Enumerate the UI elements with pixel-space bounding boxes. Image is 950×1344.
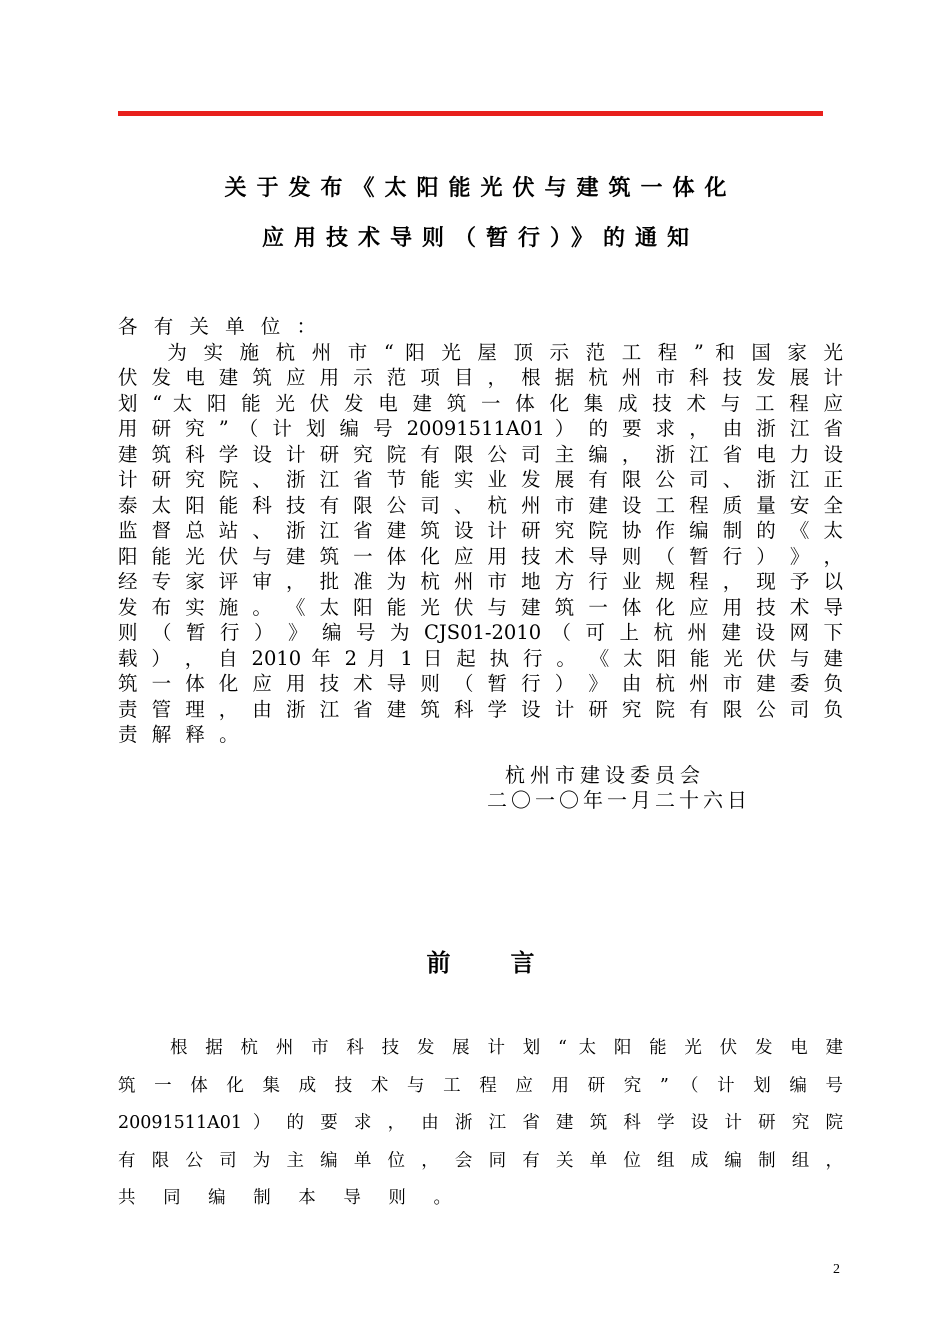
header-red-rule (118, 111, 823, 116)
notice-line: 阳 能 光 伏 与 建 筑 一 体 化 应 用 技 术 导 则 （ 暂 行 ） 》 ， (118, 544, 843, 568)
notice-line: 监 督 总 站 、 浙 江 省 建 筑 设 计 研 究 院 协 作 编 制 的 《 太 (118, 519, 843, 542)
notice-title-line-2: 应用技术导则（暂行）》的通知 (261, 226, 699, 251)
notice-line: 划 “ 太 阳 能 光 伏 发 电 建 筑 一 体 化 集 成 技 术 与 工 程 应 (118, 391, 843, 415)
notice-body (118, 314, 843, 748)
preface-line: 筑 一 体 化 集 成 技 术 与 工 程 应 用 研 究 ” （ 计 划 编 号 (118, 1075, 843, 1096)
preface-line: 根 据 杭 州 市 科 技 发 展 计 划 “ 太 阳 能 光 伏 发 电 建 (170, 1038, 843, 1058)
page-number: 2 (833, 1262, 840, 1277)
notice-line: 则 （ 暂 行 ） 》 编 号 为 CJS01-2010 （ 可 上 杭 州 建 设 网 下 (118, 621, 843, 644)
notice-salutation: 各 有 关 单 位 ： (118, 315, 321, 338)
notice-line: 为 实 施 杭 州 市 “ 阳 光 屋 顶 示 范 工 程 ” 和 国 家 光 (118, 340, 843, 364)
notice-title-line-1: 关于发布《太阳能光伏与建筑一体化 (224, 176, 737, 201)
notice-line: 经 专 家 评 审 ， 批 准 为 杭 州 市 地 方 行 业 规 程 ， 现 予 以 (118, 570, 843, 593)
notice-signer: 杭州市建设委员会 (505, 763, 705, 787)
preface-title: 前言 (426, 949, 595, 977)
notice-line: 发 布 实 施 。 《 太 阳 能 光 伏 与 建 筑 一 体 化 应 用 技 术 导 (118, 595, 843, 619)
notice-date: 二〇一〇年一月二十六日 (487, 788, 751, 812)
preface-body (118, 1030, 843, 1218)
notice-line: 责 解 释 。 (118, 723, 243, 746)
preface-line: 共 同 编 制 本 导 则 。 (118, 1188, 462, 1208)
notice-line: 筑 一 体 化 应 用 技 术 导 则 （ 暂 行 ） 》 由 杭 州 市 建 委 负 (118, 672, 843, 695)
notice-line: 计 研 究 院 、 浙 江 省 节 能 实 业 发 展 有 限 公 司 、 浙 江 正 (118, 468, 843, 491)
preface-line: 20091511A01 ） 的 要 求 ， 由 浙 江 省 建 筑 科 学 设 计 研 究 院 (118, 1113, 843, 1133)
notice-line: 伏 发 电 建 筑 应 用 示 范 项 目 ， 根 据 杭 州 市 科 技 发 展 计 (118, 366, 843, 389)
notice-line: 载 ） ， 自 2010 年 2 月 1 日 起 执 行 。 《 太 阳 能 光 伏 与 建 (118, 646, 843, 670)
preface-line: 有 限 公 司 为 主 编 单 位 ， 会 同 有 关 单 位 组 成 编 制 组 ， (118, 1150, 843, 1171)
notice-line: 责 管 理 ， 由 浙 江 省 建 筑 科 学 设 计 研 究 院 有 限 公 司 负 (118, 697, 843, 721)
notice-line: 建 筑 科 学 设 计 研 究 院 有 限 公 司 主 编 ， 浙 江 省 电 力 设 (118, 442, 843, 466)
notice-line: 用 研 究 ” （ 计 划 编 号 20091511A01 ） 的 要 求 ， 由 浙 江 省 (118, 417, 843, 440)
notice-line: 泰 太 阳 能 科 技 有 限 公 司 、 杭 州 市 建 设 工 程 质 量 安 全 (118, 493, 843, 517)
